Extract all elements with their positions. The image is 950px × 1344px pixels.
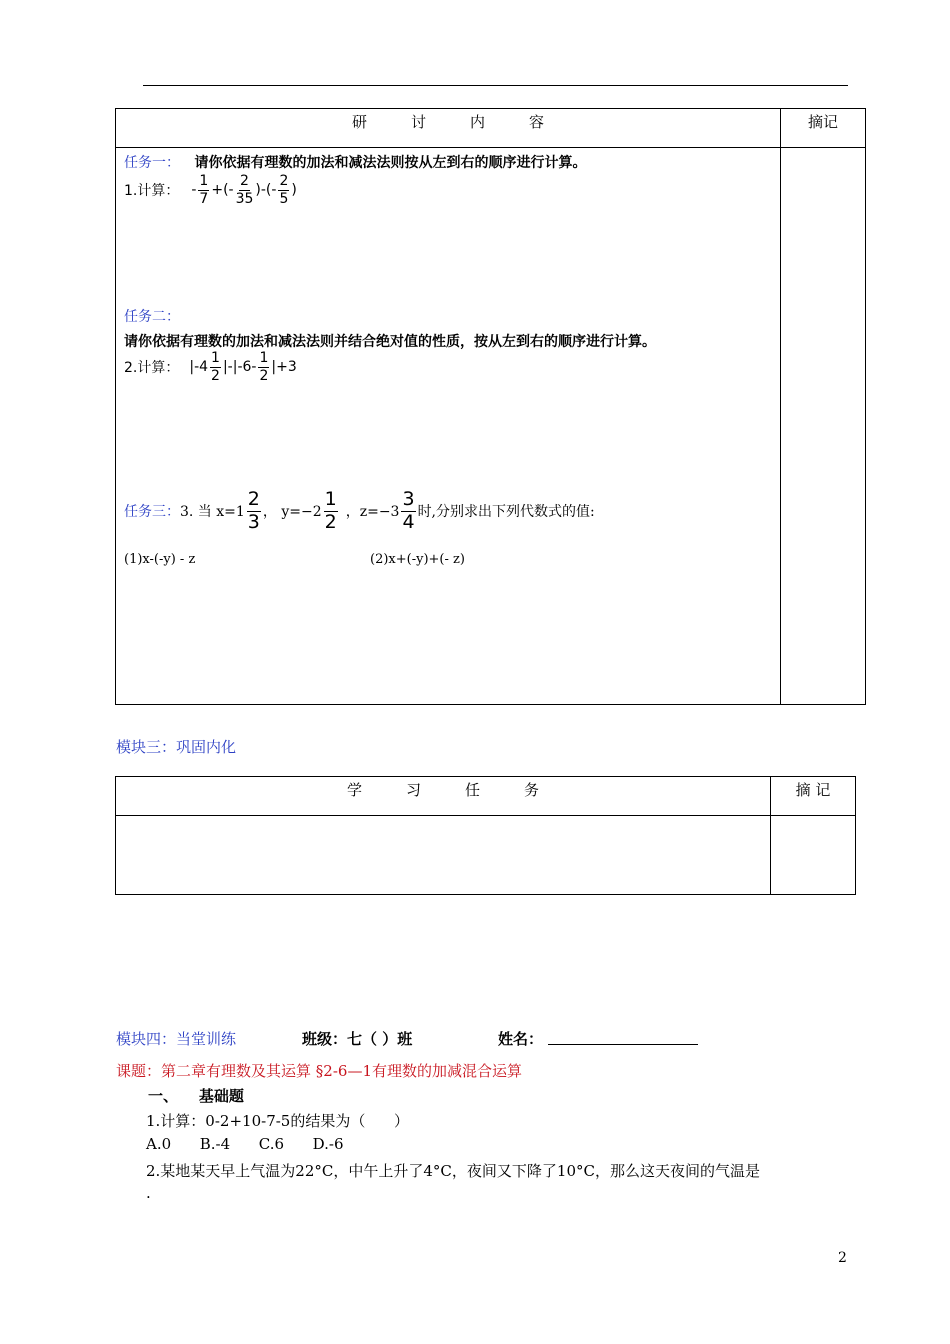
name-label: 姓名： xyxy=(498,1030,544,1048)
fraction: $\frac{2}{5}$ xyxy=(279,173,289,207)
task3-text: 时,分别求出下列代数式的值: xyxy=(417,504,595,521)
question-1: 1.计算：0-2+10-7-5的结果为（ ） xyxy=(146,1112,409,1130)
header-char: 讨 xyxy=(410,113,426,131)
page-number: 2 xyxy=(838,1250,847,1266)
fraction: $\frac{1}{7}$ xyxy=(199,173,209,207)
question-2: 2.某地某天早上气温为22°C，中午上升了4°C，夜间又下降了10°C，那么这天夜间的气温是 xyxy=(146,1162,760,1180)
expr-text: |+3 xyxy=(271,359,297,376)
module4-title: 模块四：当堂训练 xyxy=(116,1030,237,1048)
practice-body xyxy=(116,816,771,895)
problem-prefix: 1.计算： xyxy=(124,183,180,200)
name-underline xyxy=(548,1044,698,1045)
expr-text: |-4 xyxy=(189,359,209,376)
expr-text: )-(- xyxy=(255,182,277,199)
task3-text: 3. 当 x=1 xyxy=(180,504,245,521)
header-char: 容 xyxy=(529,113,545,131)
task2-instruction: 请你依据有理数的加法和减法法则并结合绝对值的性质，按从左到右的顺序进行计算。 xyxy=(124,334,656,350)
practice-header xyxy=(116,777,771,816)
task3-text: ， y=−2 xyxy=(262,504,322,521)
fraction: $\frac{1}{2}$ xyxy=(259,350,269,384)
practice-notes-body xyxy=(771,816,856,895)
expr-text: |-|-6- xyxy=(222,359,257,376)
header-char: 研 xyxy=(351,113,367,131)
fraction: $\frac{2}{3}$ xyxy=(247,488,260,533)
module3-title: 模块三：巩固内化 xyxy=(116,738,237,756)
header-char: 内 xyxy=(470,113,486,131)
task2-label: 任务二： xyxy=(124,309,180,325)
fraction: $\frac{1}{2}$ xyxy=(211,350,220,384)
task3-sub1: (1)x-(-y) - z xyxy=(124,552,196,567)
lesson-title: 第二章有理数及其运算 §2-6—1有理数的加减混合运算 xyxy=(161,1062,522,1080)
task3-sub2: (2)x+(-y)+(- z) xyxy=(370,552,465,567)
task1-problem xyxy=(124,174,297,206)
task3-label: 任务三： xyxy=(124,504,180,521)
practice-notes-header: 摘 记 xyxy=(771,777,856,816)
task1-label: 任务一： xyxy=(124,155,180,171)
question-1-options: A.0 B.-4 C.6 D.-6 xyxy=(146,1135,344,1153)
header-char: 务 xyxy=(524,781,540,799)
lesson-line xyxy=(116,1060,522,1081)
discussion-body xyxy=(116,148,781,705)
fraction: $\frac{1}{2}$ xyxy=(324,488,337,533)
class-label: 班级：七（ ）班 xyxy=(302,1030,413,1048)
section-heading: 一、 基础题 xyxy=(148,1087,244,1105)
fraction: $\frac{2}{35}$ xyxy=(235,173,254,207)
notes-body xyxy=(781,148,866,705)
task1-line xyxy=(124,152,586,172)
expr-text: +(- xyxy=(211,182,234,199)
notes-header: 摘记 xyxy=(781,109,866,148)
discussion-header xyxy=(116,109,781,148)
question-2-end: . xyxy=(146,1184,151,1202)
task1-instruction: 请你依据有理数的加法和减法法则按从左到右的顺序进行计算。 xyxy=(194,155,587,171)
task2-problem xyxy=(124,351,297,383)
header-char: 学 xyxy=(346,781,362,799)
discussion-table xyxy=(115,108,866,705)
task3-text: ，z=−3 xyxy=(345,504,400,521)
header-char: 习 xyxy=(405,781,421,799)
expr-text: ) xyxy=(291,182,297,199)
practice-table xyxy=(115,776,856,895)
fraction: $\frac{3}{4}$ xyxy=(402,488,415,533)
problem-prefix: 2.计算： xyxy=(124,360,180,377)
lesson-prefix: 课题： xyxy=(116,1062,162,1080)
header-char: 任 xyxy=(465,781,481,799)
task3-line xyxy=(124,490,595,533)
header-rule xyxy=(143,85,848,86)
expr-text: - xyxy=(191,182,197,199)
